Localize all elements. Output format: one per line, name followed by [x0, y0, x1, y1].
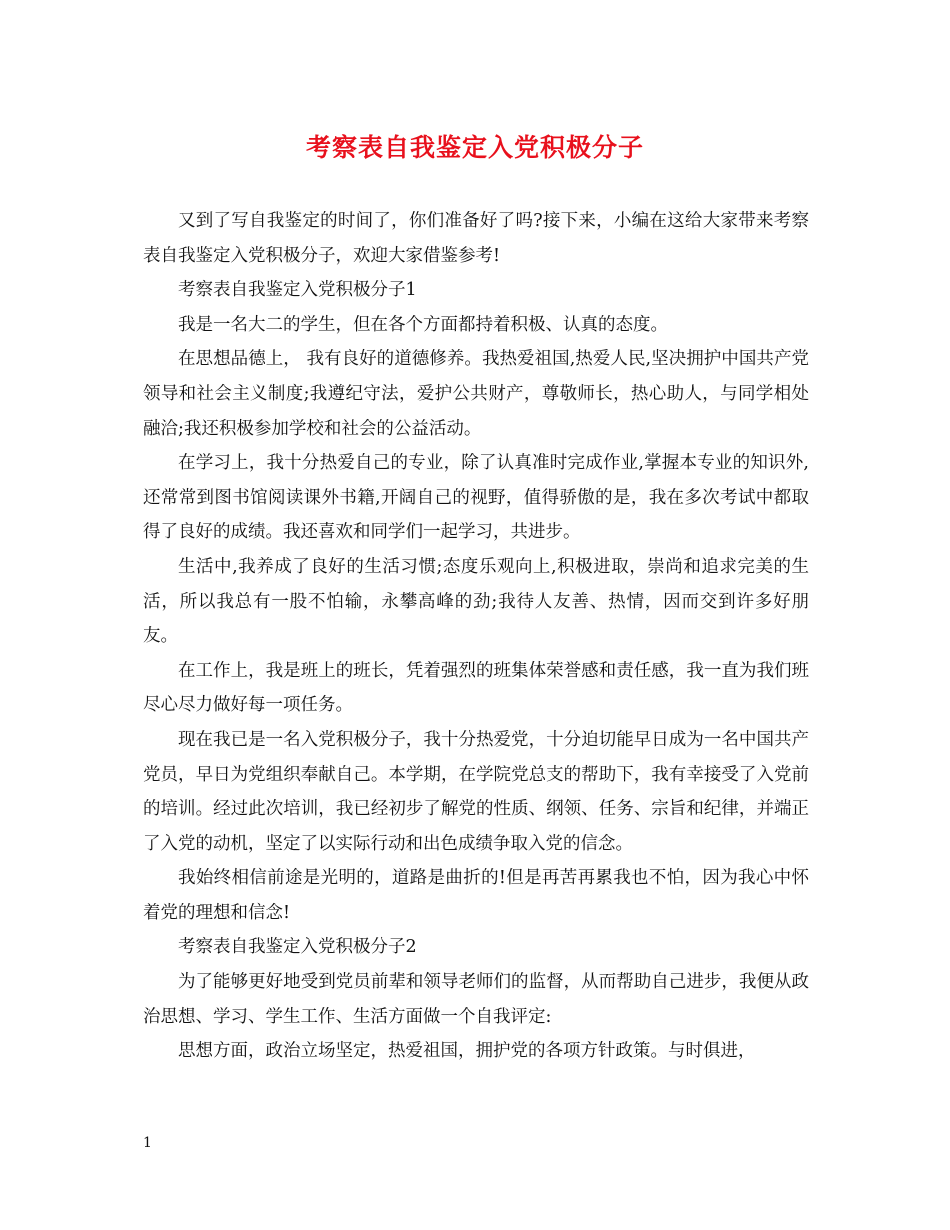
body-paragraph: 我是一名大二的学生，但在各个方面都持着积极、认真的态度。 [178, 314, 668, 335]
intro-paragraph: 又到了写自我鉴定的时间了，你们准备好了吗?接下来，小编在这给大家带来考察表自我鉴定入党积极分子，欢迎大家借鉴参考! [143, 211, 809, 266]
body-paragraph: 为了能够更好地受到党员前辈和领导老师们的监督，从而帮助自己进步，我便从政治思想、学习、学生工作、生活方面做一个自我评定: [143, 972, 809, 1027]
body-paragraph: 我始终相信前途是光明的，道路是曲折的!但是再苦再累我也不怕，因为我心中怀着党的理想和信念! [143, 868, 809, 923]
body-paragraph: 在工作上，我是班上的班长，凭着强烈的班集体荣誉感和责任感，我一直为我们班尽心尽力做好每一项任务。 [143, 660, 809, 716]
body-paragraph: 思想方面，政治立场坚定，热爱祖国，拥护党的各项方针政策。与时俱进， [178, 1041, 756, 1062]
section-heading-1: 考察表自我鉴定入党积极分子1 [178, 280, 417, 301]
body-paragraph: 生活中,我养成了良好的生活习惯;态度乐观向上,积极进取，崇尚和追求完美的生活，所以我总有一股不怕输，永攀高峰的劲;我待人友善、热情，因而交到许多好朋友。 [143, 556, 809, 647]
section-heading-2: 考察表自我鉴定入党积极分子2 [178, 937, 417, 958]
document-title: 考察表自我鉴定入党积极分子 [305, 133, 644, 162]
body-paragraph: 在思想品德上， 我有良好的道德修养。我热爱祖国,热爱人民,坚决拥护中国共产党领导和社会主义制度;我遵纪守法，爱护公共财产，尊敬师长，热心助人，与同学相处融洽;我还积极参加学校和社会的公益活动。 [143, 349, 809, 439]
page-number: 1 [143, 1135, 152, 1151]
document-body [143, 204, 809, 1069]
body-paragraph: 在学习上，我十分热爱自己的专业，除了认真准时完成作业,掌握本专业的知识外,还常常到图书馆阅读课外书籍,开阔自己的视野，值得骄傲的是，我在多次考试中都取得了良好的成绩。我还喜欢和同学们一起学习，共进步。 [143, 453, 809, 543]
body-paragraph: 现在我已是一名入党积极分子，我十分热爱党，十分迫切能早日成为一名中国共产党员，早日为党组织奉献自己。本学期，在学院党总支的帮助下，我有幸接受了入党前的培训。经过此次培训，我已经初步了解党的性质、纲领、任务、宗旨和纪律，并端正了入党的动机，坚定了以实际行动和出色成绩争取入党的信念。 [143, 729, 809, 854]
